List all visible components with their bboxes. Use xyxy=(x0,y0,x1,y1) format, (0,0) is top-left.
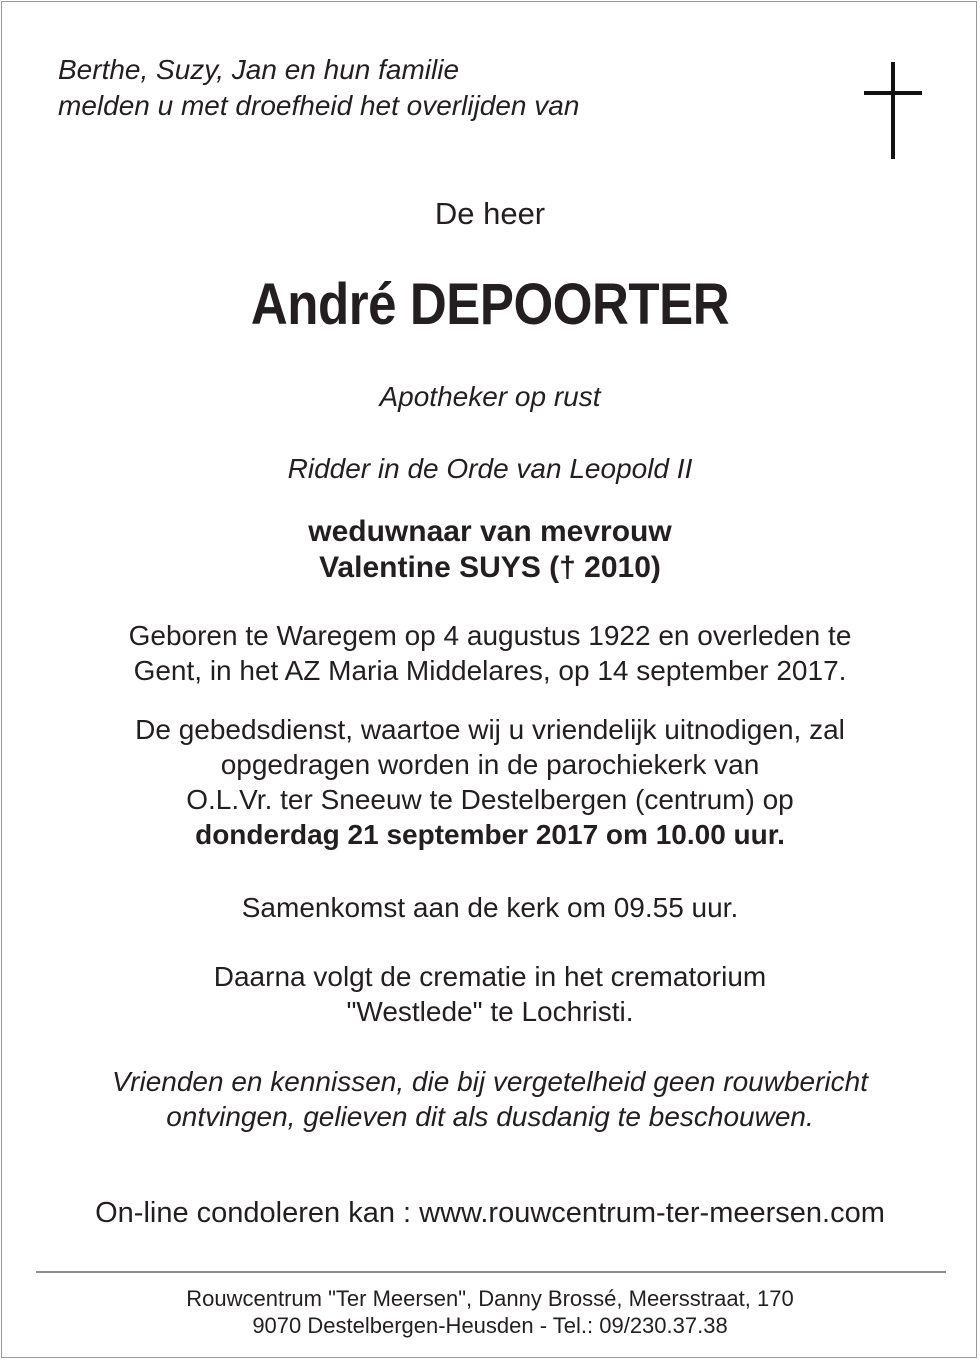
footer-divider xyxy=(36,1271,946,1273)
widower-line-1: weduwnaar van mevrouw xyxy=(308,515,672,548)
cross-horizontal-bar xyxy=(864,91,922,95)
service-paragraph xyxy=(0,712,980,852)
friends-line-1: Vrienden en kennissen, die bij vergetelheid geen rouwbericht xyxy=(112,1066,868,1097)
cremation-paragraph xyxy=(0,959,980,1029)
service-line-1: De gebedsdienst, waartoe wij u vriendelijk uitnodigen, zal xyxy=(135,714,845,745)
widower-notice xyxy=(0,514,980,586)
intro-line-1: Berthe, Suzy, Jan en hun familie xyxy=(58,54,460,85)
profession: Apotheker op rust xyxy=(379,381,601,412)
service-date: donderdag 21 september 2017 om 10.00 uur. xyxy=(195,819,785,850)
widower-line-2: Valentine SUYS († 2010) xyxy=(319,551,661,584)
friends-notice xyxy=(0,1064,980,1134)
funeral-home-footer xyxy=(0,1285,980,1339)
online-condolence: On-line condoleren kan : www.rouwcentrum-ter-meersen.com xyxy=(95,1197,885,1229)
cross-vertical-bar xyxy=(891,62,895,159)
cremation-line-1: Daarna volgt de crematie in het crematorium xyxy=(213,961,767,992)
birth-death-line-2: Gent, in het AZ Maria Middelares, op 14 september 2017. xyxy=(133,655,847,686)
service-line-3: O.L.Vr. ter Sneeuw te Destelbergen (centrum) op xyxy=(186,784,794,815)
footer-line-1: Rouwcentrum "Ter Meersen", Danny Brossé, Meersstraat, 170 xyxy=(186,1286,794,1311)
cremation-line-2: "Westlede" te Lochristi. xyxy=(346,996,634,1027)
footer-line-2: 9070 Destelbergen-Heusden - Tel.: 09/230.37.38 xyxy=(252,1313,728,1338)
deceased-name: André DEPOORTER xyxy=(250,272,730,337)
birth-death-paragraph xyxy=(0,618,980,688)
gathering-notice: Samenkomst aan de kerk om 09.55 uur. xyxy=(241,892,739,923)
friends-line-2: ontvingen, gelieven dit als dusdanig te beschouwen. xyxy=(166,1101,814,1132)
service-line-2: opgedragen worden in de parochiekerk van xyxy=(220,749,760,780)
latin-cross-icon xyxy=(864,62,922,159)
intro-line-2: melden u met droefheid het overlijden van xyxy=(58,90,580,121)
salutation: De heer xyxy=(434,196,546,231)
family-intro xyxy=(58,52,579,124)
birth-death-line-1: Geboren te Waregem op 4 augustus 1922 en overleden te xyxy=(128,620,852,651)
honour: Ridder in de Orde van Leopold II xyxy=(287,453,693,484)
